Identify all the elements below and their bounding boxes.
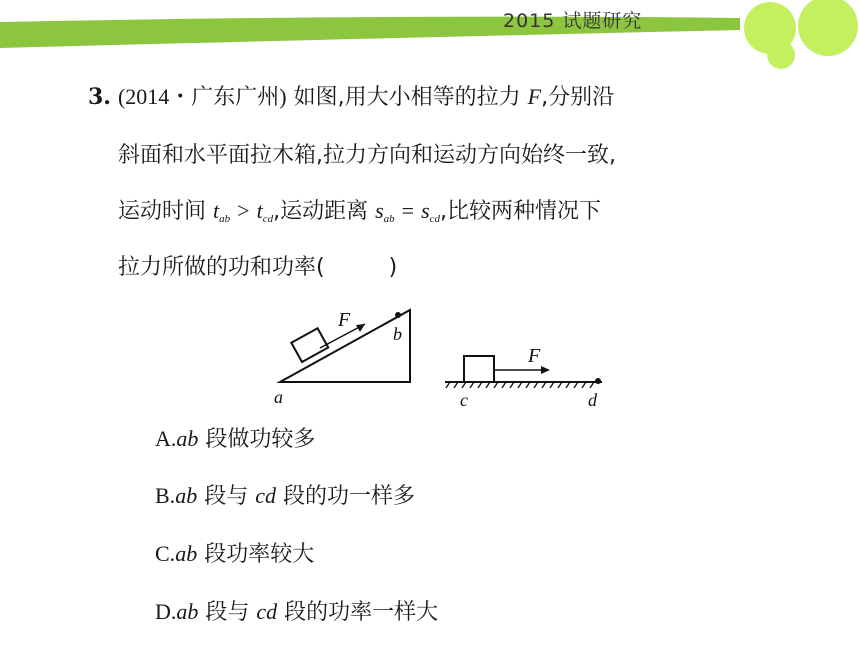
question-text-1-end: ,分别沿 [541,85,615,110]
crate-on-incline [291,328,328,362]
label-c: c [460,390,468,410]
force-symbol: F [527,84,542,109]
s-symbol-ab: s [375,198,384,223]
s-sub-cd: cd [429,213,441,225]
option-d-segment-2: cd [256,599,278,624]
option-a-text: 段做功较多 [205,427,316,452]
option-b-letter: B. [155,483,176,508]
label-a: a [274,387,283,407]
horizontal-diagram [445,345,602,410]
header-title: 2015 试题研究 [503,10,643,32]
deco-circle-large-2 [798,0,858,56]
option-b-segment-2: cd [255,483,276,508]
point-b-dot [395,312,401,318]
deco-circle-small [767,41,795,69]
s-symbol-cd: s [421,198,430,223]
option-b-segment-1: ab [175,483,198,508]
question-text-4-end: ) [388,255,398,280]
option-d-text-1: 段与 [205,600,250,625]
label-F-ground: F [528,345,541,367]
question-line-3 [118,197,601,233]
header-band [0,0,860,70]
option-a[interactable] [155,425,315,454]
question-line-4 [118,254,397,282]
question-text-3-end: ,比较两种情况下 [440,199,602,224]
question-text-1: 如图,用大小相等的拉力 [293,85,521,110]
label-b: b [393,324,402,344]
option-c[interactable] [155,540,314,569]
option-c-segment: ab [175,541,198,566]
option-d-segment-1: ab [176,599,199,624]
option-d-letter: D. [155,599,177,624]
gt-sign: > [237,198,250,223]
distance-label: ,运动距离 [273,199,369,224]
option-a-segment: ab [176,426,199,451]
eq-sign: = [401,198,415,223]
t-symbol-ab: t [213,198,220,223]
option-b-text-1: 段与 [204,484,249,509]
question-line-1 [88,83,614,112]
t-symbol-cd: t [256,198,263,223]
option-c-letter: C. [155,541,176,566]
question-number: 3. [88,84,111,110]
crate-on-ground [464,356,494,382]
option-d-text-2: 段的功率一样大 [284,600,439,625]
t-sub-ab: ab [219,213,231,225]
s-sub-ab: ab [383,213,395,225]
question-source: (2014・广东广州) [117,84,287,109]
label-d: d [588,390,597,410]
option-d[interactable] [155,598,438,627]
incline-diagram [274,309,410,407]
option-b[interactable] [155,482,415,511]
question-line-2: 斜面和水平面拉木箱,拉力方向和运动方向始终一致, [118,143,616,168]
option-b-text-2: 段的功一样多 [282,484,415,509]
physics-figure [270,300,620,415]
option-c-text: 段功率较大 [204,542,315,567]
time-label: 运动时间 [118,199,207,224]
question-text-4: 拉力所做的功和功率( [118,255,325,280]
force-arrowhead-ground [541,366,550,374]
point-d-dot [595,378,601,384]
t-sub-cd: cd [262,213,274,225]
label-F-incline: F [338,309,351,331]
option-a-letter: A. [155,426,177,451]
